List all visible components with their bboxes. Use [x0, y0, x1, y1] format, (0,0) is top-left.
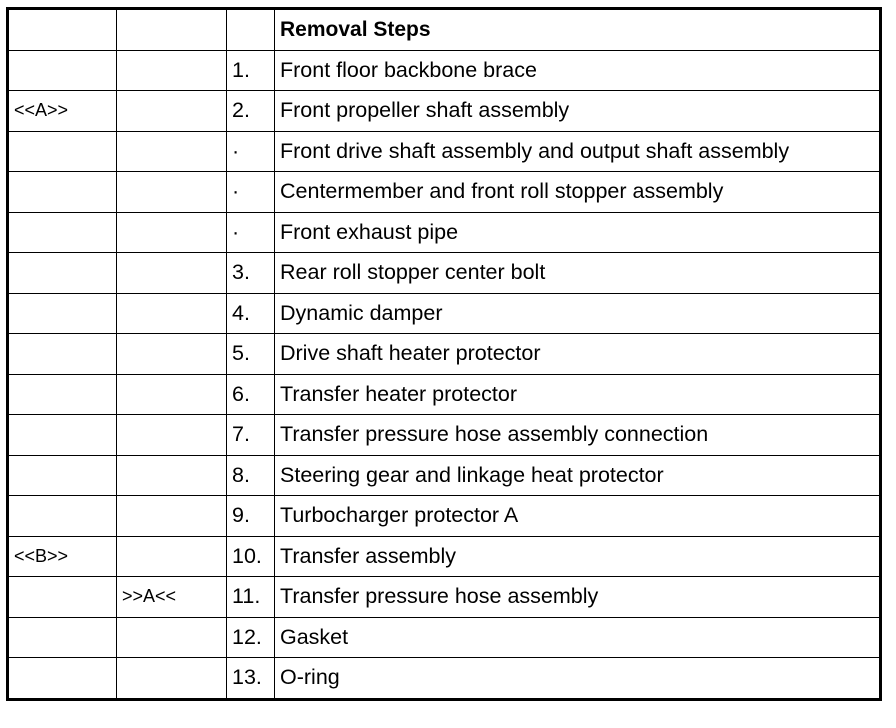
step-description-cell: Gasket	[275, 617, 881, 658]
step-number-cell: ·	[227, 172, 275, 213]
table-row	[8, 577, 881, 618]
service-ref-cell	[8, 455, 117, 496]
service-ref-cell	[8, 212, 117, 253]
step-description-cell: Drive shaft heater protector	[275, 334, 881, 375]
step-number-cell: 3.	[227, 253, 275, 294]
install-ref-cell	[117, 50, 227, 91]
step-description-cell: Transfer pressure hose assembly	[275, 577, 881, 618]
service-ref-cell	[8, 496, 117, 537]
install-ref-cell	[117, 91, 227, 132]
install-ref-cell	[117, 293, 227, 334]
step-description-cell: Turbocharger protector A	[275, 496, 881, 537]
header-service-ref	[8, 9, 117, 51]
table-row	[8, 253, 881, 294]
install-ref-cell	[117, 131, 227, 172]
table-row	[8, 496, 881, 537]
table-row	[8, 536, 881, 577]
step-number-cell: 9.	[227, 496, 275, 537]
step-description-cell: Transfer heater protector	[275, 374, 881, 415]
table-row	[8, 374, 881, 415]
install-ref-cell	[117, 496, 227, 537]
service-ref-cell	[8, 617, 117, 658]
install-ref-cell	[117, 617, 227, 658]
step-number-cell: 1.	[227, 50, 275, 91]
service-ref-cell	[8, 293, 117, 334]
step-number-cell: 11.	[227, 577, 275, 618]
service-ref-cell	[8, 577, 117, 618]
service-ref-cell	[8, 334, 117, 375]
table-row	[8, 293, 881, 334]
step-number-cell: 12.	[227, 617, 275, 658]
table-row	[8, 334, 881, 375]
header-step-number	[227, 9, 275, 51]
install-ref-cell	[117, 334, 227, 375]
step-number-cell: 6.	[227, 374, 275, 415]
header-install-ref	[117, 9, 227, 51]
table-row	[8, 172, 881, 213]
table-row	[8, 455, 881, 496]
step-description-cell: Front exhaust pipe	[275, 212, 881, 253]
install-ref-cell	[117, 253, 227, 294]
table-row	[8, 50, 881, 91]
step-number-cell: 10.	[227, 536, 275, 577]
install-ref-cell	[117, 536, 227, 577]
step-description-cell: Dynamic damper	[275, 293, 881, 334]
step-number-cell: 4.	[227, 293, 275, 334]
install-ref-cell	[117, 172, 227, 213]
step-number-cell: 5.	[227, 334, 275, 375]
step-description-cell: Transfer pressure hose assembly connection	[275, 415, 881, 456]
service-ref-cell: <<A>>	[8, 91, 117, 132]
step-number-cell: ·	[227, 212, 275, 253]
step-number-cell: 8.	[227, 455, 275, 496]
table-row	[8, 617, 881, 658]
service-ref-cell	[8, 374, 117, 415]
step-number-cell: 7.	[227, 415, 275, 456]
step-description-cell: Front floor backbone brace	[275, 50, 881, 91]
install-ref-cell	[117, 374, 227, 415]
install-ref-cell: >>A<<	[117, 577, 227, 618]
steps-body	[8, 50, 881, 699]
table-row	[8, 212, 881, 253]
service-ref-cell	[8, 253, 117, 294]
install-ref-cell	[117, 455, 227, 496]
service-ref-cell	[8, 131, 117, 172]
table-row	[8, 658, 881, 700]
step-description-cell: Front drive shaft assembly and output shaft assembly	[275, 131, 881, 172]
table-row	[8, 91, 881, 132]
step-number-cell: 2.	[227, 91, 275, 132]
table-row	[8, 415, 881, 456]
step-description-cell: Rear roll stopper center bolt	[275, 253, 881, 294]
step-description-cell: Steering gear and linkage heat protector	[275, 455, 881, 496]
step-number-cell: ·	[227, 131, 275, 172]
service-ref-cell	[8, 415, 117, 456]
header-title: Removal Steps	[275, 9, 881, 51]
service-ref-cell	[8, 172, 117, 213]
step-description-cell: Centermember and front roll stopper assembly	[275, 172, 881, 213]
step-description-cell: Transfer assembly	[275, 536, 881, 577]
service-ref-cell: <<B>>	[8, 536, 117, 577]
service-ref-cell	[8, 658, 117, 700]
header-row	[8, 9, 881, 51]
install-ref-cell	[117, 415, 227, 456]
service-ref-cell	[8, 50, 117, 91]
install-ref-cell	[117, 658, 227, 700]
install-ref-cell	[117, 212, 227, 253]
step-description-cell: Front propeller shaft assembly	[275, 91, 881, 132]
table-row	[8, 131, 881, 172]
removal-steps-table	[6, 7, 882, 701]
step-description-cell: O-ring	[275, 658, 881, 700]
step-number-cell: 13.	[227, 658, 275, 700]
